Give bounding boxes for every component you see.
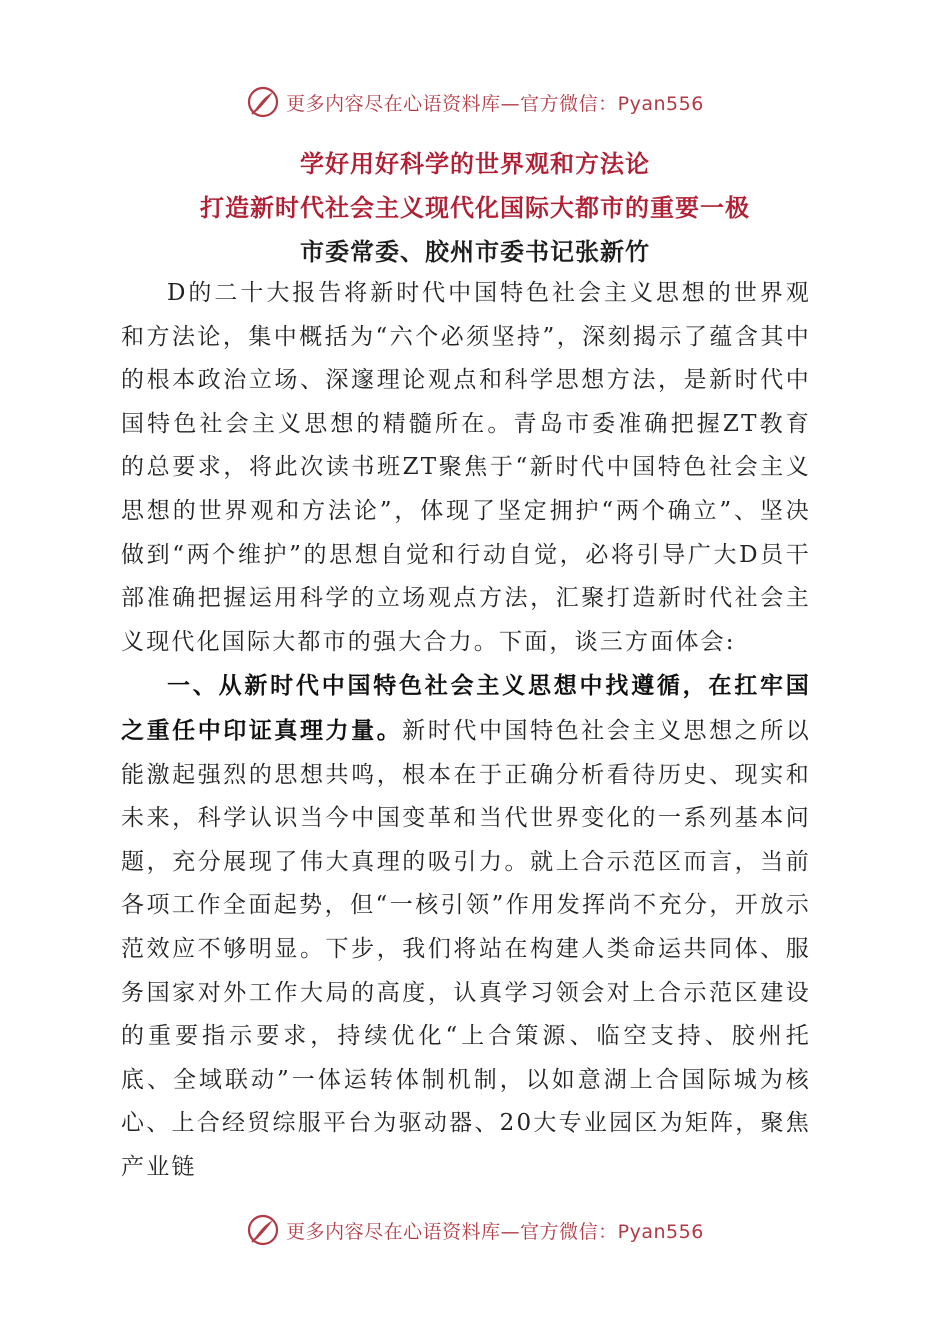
section-1-paragraph (121, 664, 811, 1189)
intro-paragraph: D的二十大报告将新时代中国特色社会主义思想的世界观和方法论，集中概括为“六个必须坚持”，深刻揭示了蕴含其中的根本政治立场、深邃理论观点和科学思想方法，是新时代中国特色社会主义思想的精髓所在。青岛市委准确把握ZT教育的总要求，将此次读书班ZT聚焦于“新时代中国特色社会主义思想的世界观和方法论”，体现了坚定拥护“两个确立”、坚决做到“两个维护”的思想自觉和行动自觉，必将引导广大D员干部准确把握运用科学的立场观点方法，汇聚打造新时代社会主义现代化国际大都市的强大合力。下面，谈三方面体会: (121, 280, 811, 655)
banner-text: 更多内容尽在心语资料库—官方微信：Pyan556 (286, 92, 704, 115)
article-body (121, 272, 811, 1189)
section-1-heading: 一、从新时代中国特色社会主义思想中找遵循，在扛牢国之重任中印证真理力量。 (121, 672, 811, 744)
title-line-2: 打造新时代社会主义现代化国际大都市的重要一极 (200, 193, 750, 222)
banner-text: 更多内容尽在心语资料库—官方微信：Pyan556 (286, 1220, 704, 1243)
pen-logo-icon (246, 1213, 280, 1247)
header-watermark-banner (0, 82, 950, 122)
footer-watermark-banner (0, 1210, 950, 1250)
section-1-text: 新时代中国特色社会主义思想之所以能激起强烈的思想共鸣，根本在于正确分析看待历史、现实和未来，科学认识当今中国变革和当代世界变化的一系列基本问题，充分展现了伟大真理的吸引力。就上合示范区而言，当前各项工作全面起势，但“一核引领”作用发挥尚不充分，开放示范效应不够明显。下步，我们将站在构建人类命运共同体、服务国家对外工作大局的高度，认真学习领会对上合示范区建设的重要指示要求，持续优化“上合策源、临空支持、胶州托底、全域联动”一体运转体制机制，以如意湖上合国际城为核心、上合经贸综服平台为驱动器、20大专业园区为矩阵，聚焦产业链 (121, 717, 812, 1180)
author-line: 市委常委、胶州市委书记张新竹 (300, 237, 650, 266)
title-line-1: 学好用好科学的世界观和方法论 (300, 149, 650, 178)
pen-logo-icon (246, 85, 280, 119)
